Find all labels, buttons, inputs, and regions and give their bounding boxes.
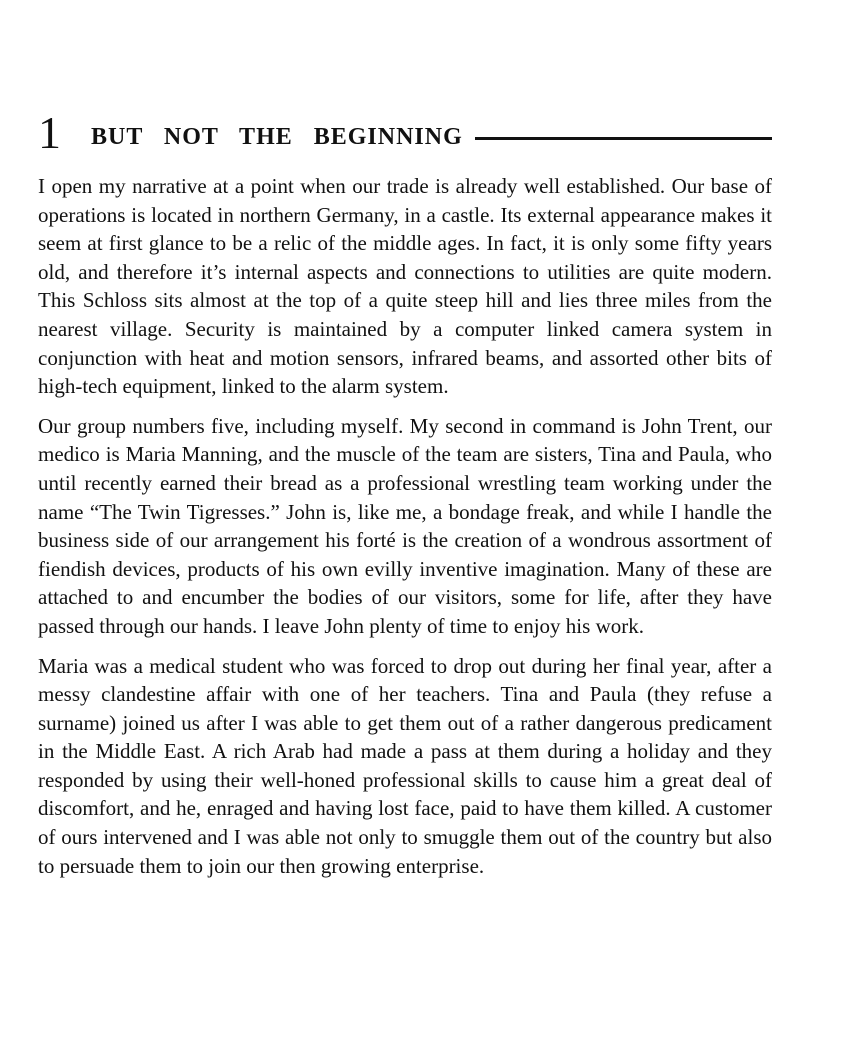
chapter-body (38, 172, 772, 891)
paragraph: I open my narrative at a point when our trade is already well established. Our base of operations is located in northern Germany, in a castle. Its external appearance makes it seem at first glance to be a relic of the middle ages. In fact, it is only some fifty years old, and therefore it’s internal aspects and connections to utilities are quite modern. This Schloss sits almost at the top of a quite steep hill and lies three miles from the nearest village. Security is maintained by a computer linked camera system in conjunction with heat and motion sensors, infrared beams, and assorted other bits of high-tech equipment, linked to the alarm system. (38, 174, 772, 399)
paragraph: Our group numbers five, including myself. My second in command is John Trent, our medico is Maria Manning, and the muscle of the team are sisters, Tina and Paula, who until recently earned their bread as a professional wrestling team working under the name “The Twin Tigresses.” John is, like me, a bondage freak, and while I handle the business side of our arrangement his forté is the creation of a wondrous assortment of fiendish devices, products of his own evilly inventive imagination. Many of these are attached to and encumber the bodies of our visitors, some for life, after they have passed through our hands. I leave John plenty of time to enjoy his work. (38, 413, 772, 638)
chapter-heading (38, 106, 772, 156)
chapter-title: BUT NOT THE BEGINNING (91, 124, 463, 150)
chapter-number: 1 (38, 107, 61, 158)
paragraph: Maria was a medical student who was forced to drop out during her final year, after a messy clandestine affair with one of her teachers. Tina and Paula (they refuse a surname) joined us after I was able to get them out of a rather dangerous predicament in the Middle East. A rich Arab had made a pass at them during a holiday and they responded by using their well-honed professional skills to cause him a great deal of discomfort, and he, enraged and having lost face, paid to have them killed. A customer of ours intervened and I was able not only to smuggle them out of the country but also to persuade them to join our then growing enterprise. (38, 653, 772, 878)
chapter-title-rule (475, 137, 772, 140)
